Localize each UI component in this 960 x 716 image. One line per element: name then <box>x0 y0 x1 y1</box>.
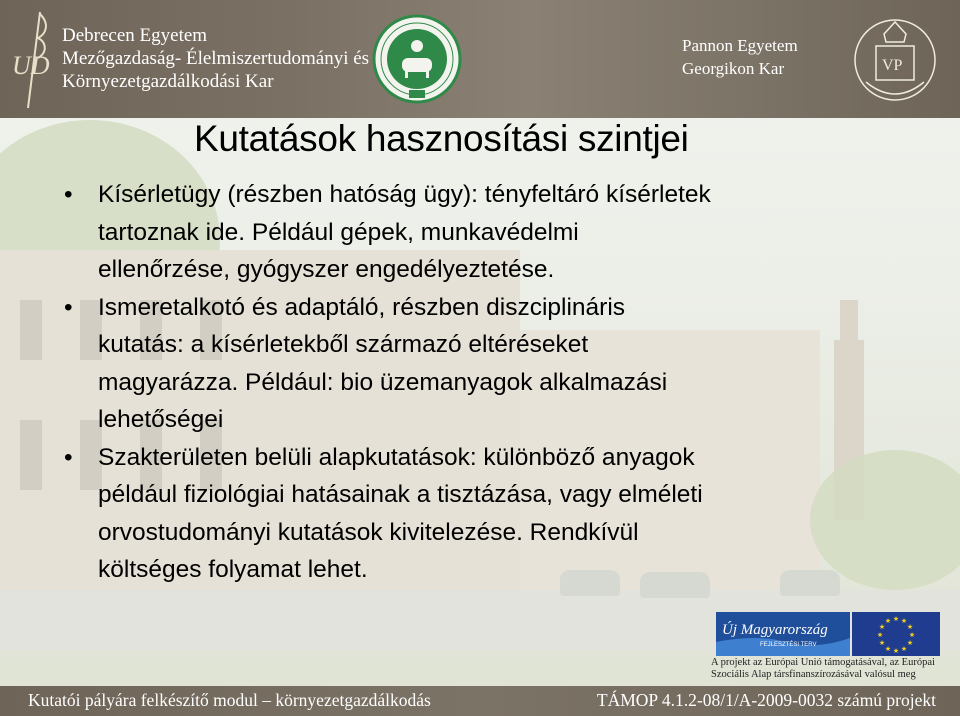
svg-text:★: ★ <box>884 645 892 653</box>
eu-flag-icon <box>852 612 940 656</box>
bullet-line: magyarázza. Például: bio üzemanyagok alkalmazási <box>98 368 668 396</box>
svg-text:★: ★ <box>878 623 886 631</box>
uj-logo-subtitle: FEJLESZTÉSI TERV <box>760 642 817 648</box>
svg-text:★: ★ <box>876 631 884 639</box>
crest-letters: VP <box>882 57 903 74</box>
bullet-list <box>64 176 944 589</box>
header-band <box>0 0 960 118</box>
uj-logo-text: Új Magyarország <box>722 622 828 638</box>
slide-title: Kutatások hasznosítási szintjei <box>194 118 689 159</box>
university-line: Környezetgazdálkodási Kar <box>62 71 274 92</box>
pannon-line: Pannon Egyetem <box>682 36 798 55</box>
bullet-line: például fiziológiai hatásainak a tisztázása, vagy elméleti <box>98 481 703 508</box>
bullet-item <box>64 289 944 439</box>
funding-line: A projekt az Európai Unió támogatásával, az Európai <box>711 657 935 668</box>
footer-band <box>0 686 960 716</box>
bullet-line: költséges folyamat lehet. <box>98 556 368 583</box>
svg-text:★: ★ <box>892 615 900 623</box>
bullet-line: • Kísérletügy (részben hatóság ügy): tényfeltáró kísérletek <box>98 181 711 208</box>
svg-text:★: ★ <box>908 631 916 639</box>
bullet-line: • Ismeretalkotó és adaptáló, részben diszciplináris <box>98 293 626 321</box>
svg-text:★: ★ <box>900 645 908 653</box>
svg-text:★: ★ <box>878 639 886 647</box>
pannon-university-name <box>682 34 798 80</box>
svg-text:★: ★ <box>884 617 892 625</box>
bullet-item <box>64 176 944 289</box>
bullet-line: ellenőrzése, gyógyszer engedélyeztetése. <box>98 256 555 283</box>
bullet-line: • Szakterületen belüli alapkutatások: különböző anyagok <box>98 443 695 471</box>
svg-text:★: ★ <box>892 647 900 655</box>
university-name <box>62 24 369 93</box>
footer-project-id: TÁMOP 4.1.2-08/1/A-2009-0032 számú projekt <box>596 690 936 710</box>
uj-magyarorszag-logo <box>716 612 850 656</box>
pannon-line: Georgikon Kar <box>682 59 785 78</box>
bullet-line: kutatás: a kísérletekből származó eltéréseket <box>98 331 589 358</box>
footer-module-title: Kutatói pályára felkészítő modul – környezetgazdálkodás <box>28 690 431 710</box>
funding-line: Szociális Alap társfinanszírozásával valósul meg <box>711 669 916 680</box>
university-line: Mezőgazdaság- Élelmiszertudományi és <box>62 48 370 69</box>
faculty-seal-logo <box>372 14 462 104</box>
funding-statement <box>711 657 947 681</box>
svg-text:★: ★ <box>900 617 908 625</box>
svg-text:★: ★ <box>906 639 914 647</box>
bullet-line: orvostudományi kutatások kivitelezése. Rendkívül <box>98 518 639 546</box>
university-line: Debrecen Egyetem <box>62 25 208 46</box>
bullet-line: lehetőségei <box>98 406 224 433</box>
pannon-crest-logo <box>852 8 938 110</box>
logo-ud-letters: UD <box>12 51 50 80</box>
university-ud-logo <box>10 8 56 112</box>
svg-text:★: ★ <box>906 623 914 631</box>
bullet-item <box>64 439 944 589</box>
bullet-line: tartoznak ide. Például gépek, munkavédelmi <box>98 218 579 246</box>
